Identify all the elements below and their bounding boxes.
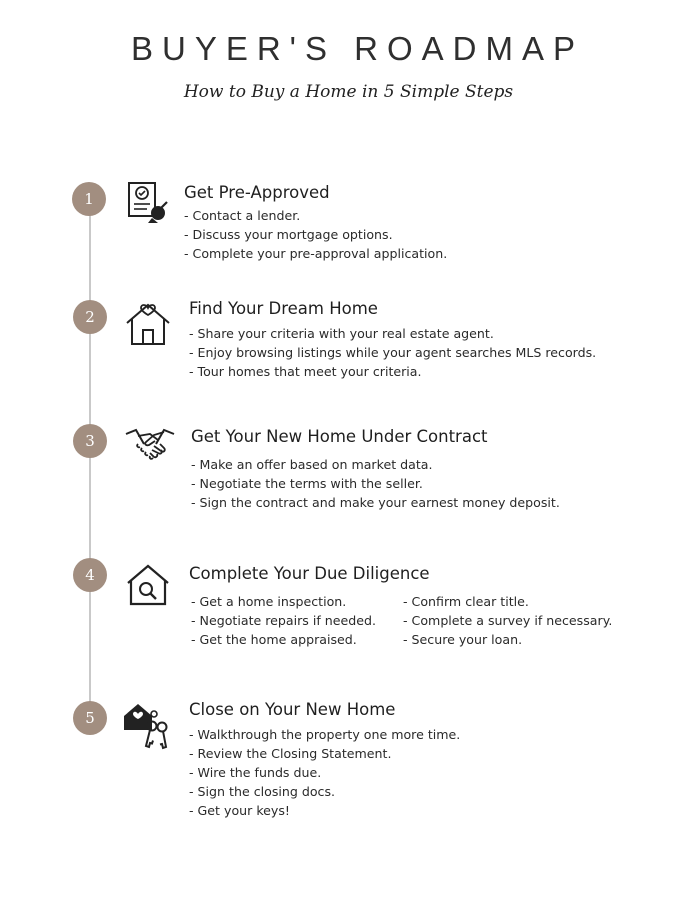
step-2-bullets (189, 324, 596, 381)
list-item: - Get your keys! (189, 803, 290, 818)
step-4-bullets-left (191, 592, 376, 649)
list-item: - Wire the funds due. (189, 765, 322, 780)
timeline-line (89, 200, 91, 718)
step-number-2: 2 (73, 300, 107, 334)
step-2-title: Find Your Dream Home (189, 299, 378, 318)
list-item: - Make an offer based on market data. (191, 457, 433, 472)
house-heart-icon (124, 297, 172, 347)
list-item: - Confirm clear title. (403, 594, 529, 609)
step-3-title: Get Your New Home Under Contract (191, 427, 488, 446)
list-item: - Discuss your mortgage options. (184, 227, 393, 242)
page-subtitle: How to Buy a Home in 5 Simple Steps (183, 82, 514, 102)
list-item: - Sign the closing docs. (189, 784, 336, 799)
house-keys-icon (122, 700, 172, 754)
step-1-title: Get Pre-Approved (184, 183, 330, 202)
step-5-bullets (189, 725, 460, 820)
list-item: - Enjoy browsing listings while your agent searches MLS records. (189, 345, 597, 360)
step-number-4: 4 (73, 558, 107, 592)
list-item: - Complete a survey if necessary. (403, 613, 613, 628)
list-item: - Get the home appraised. (191, 632, 357, 647)
list-item: - Walkthrough the property one more time. (189, 727, 461, 742)
list-item: - Review the Closing Statement. (189, 746, 392, 761)
list-item: - Complete your pre-approval application. (184, 246, 448, 261)
list-item: - Negotiate repairs if needed. (191, 613, 377, 628)
list-item: - Sign the contract and make your earnest money deposit. (191, 495, 560, 510)
step-number-1: 1 (72, 182, 106, 216)
step-4-bullets-right (403, 592, 612, 649)
step-1-bullets (184, 206, 447, 263)
list-item: - Contact a lender. (184, 208, 301, 223)
step-number-5: 5 (73, 701, 107, 735)
list-item: - Negotiate the terms with the seller. (191, 476, 423, 491)
step-number-3: 3 (73, 424, 107, 458)
handshake-icon (124, 426, 176, 466)
page-title: BUYER'S ROADMAP (130, 30, 585, 67)
list-item: - Secure your loan. (403, 632, 523, 647)
step-3-bullets (191, 455, 560, 512)
list-item: - Share your criteria with your real estate agent. (189, 326, 494, 341)
house-search-icon (125, 563, 171, 607)
step-4-title: Complete Your Due Diligence (189, 564, 430, 583)
list-item: - Tour homes that meet your criteria. (189, 364, 422, 379)
list-item: - Get a home inspection. (191, 594, 347, 609)
pre-approval-document-icon (125, 180, 171, 226)
step-5-title: Close on Your New Home (189, 700, 396, 719)
